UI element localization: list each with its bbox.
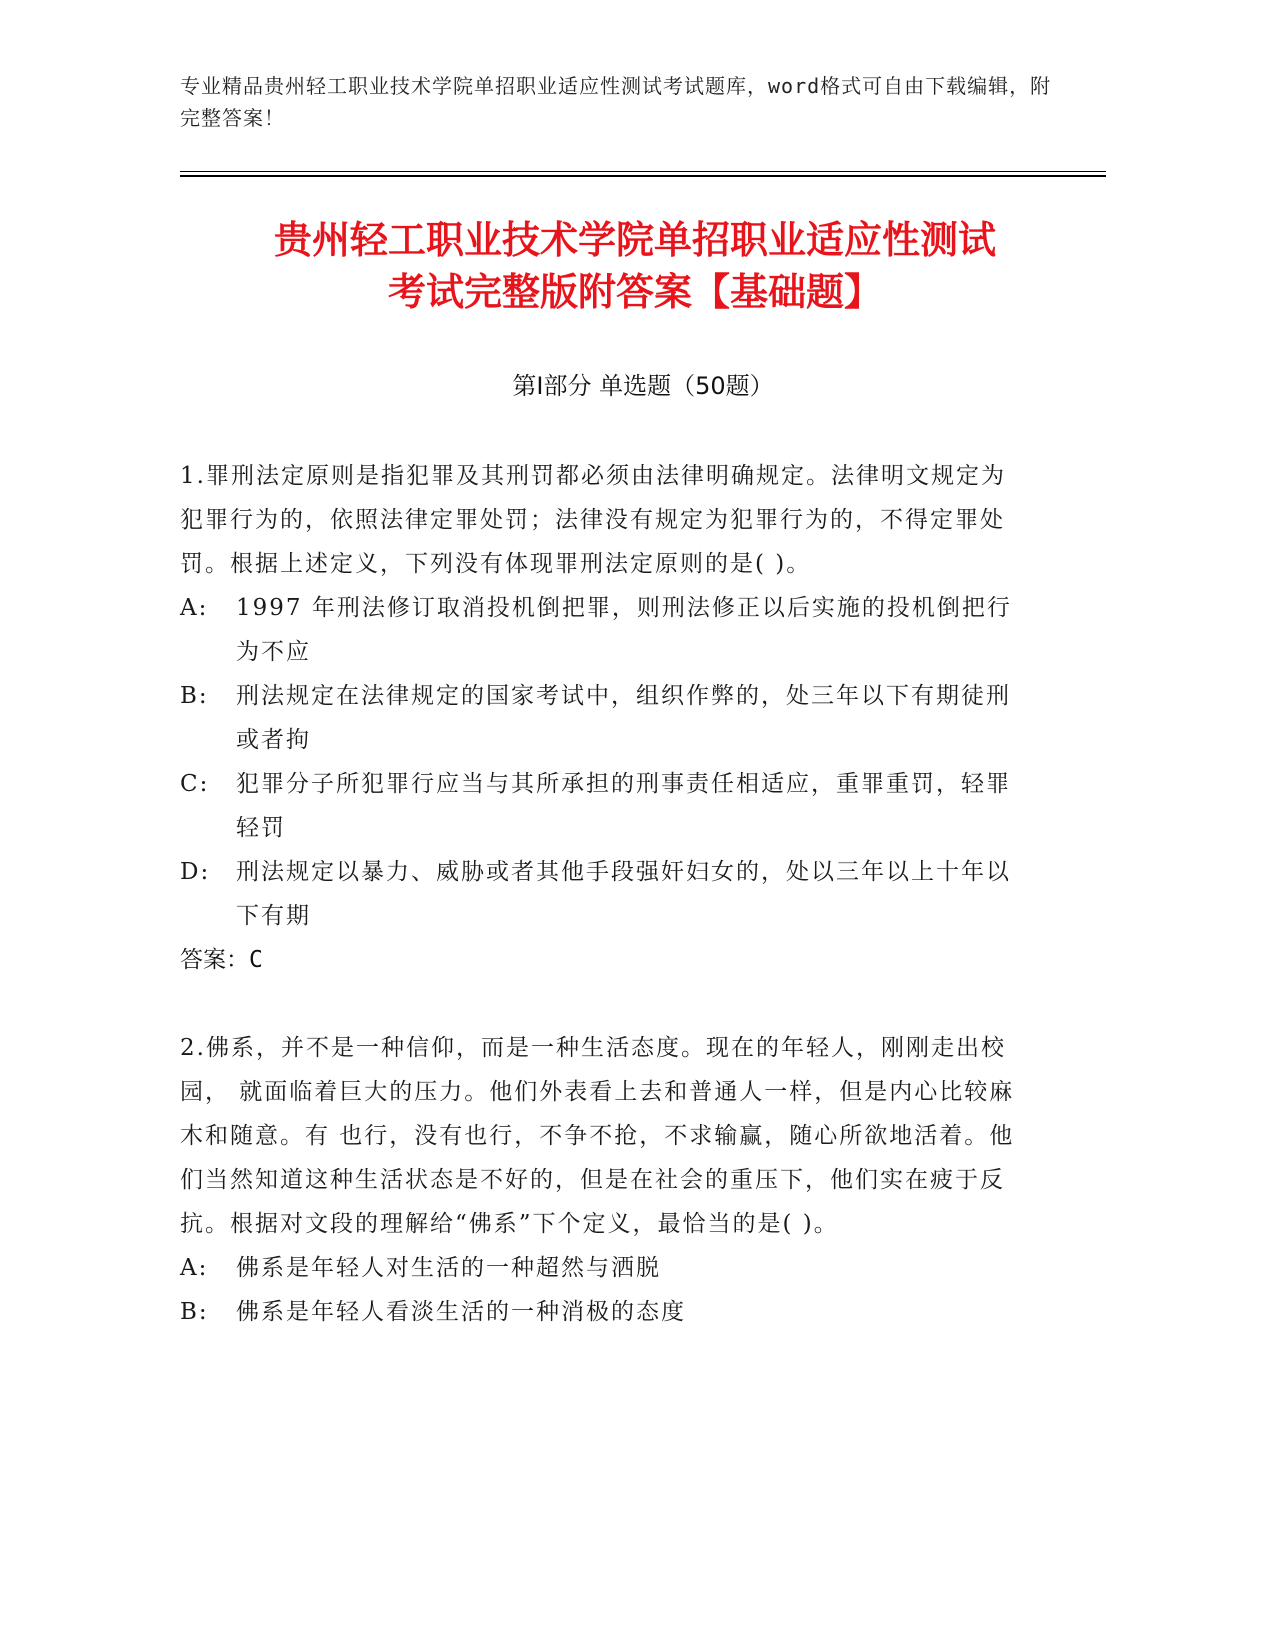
option-key: A: (180, 1255, 209, 1281)
question-stem: 2.佛系，并不是一种信仰，而是一种生活态度。现在的年轻人，刚刚走出校园， 就面临着巨大的压力。他们外表看上去和普通人一样，但是内心比较麻木和随意。有 也行，没有也行，不争不抢，不求输赢，随心所欲地活着。他们当然知道这种生活状态是不好的，但是在社会的重压下，他们实在疲于反抗。根据对文段的理解给“佛系”下个定义，最恰当的是( )。 (180, 1035, 1015, 1237)
document-title-line-1: 贵州轻工职业技术学院单招职业适应性测试 (273, 218, 996, 262)
option-text: 佛系是年轻人看淡生活的一种消极的态度 (236, 1299, 686, 1325)
option-text: 犯罪分子所犯罪行应当与其所承担的刑事责任相适应，重罪重罚，轻罪轻罚 (236, 771, 1011, 841)
document-title-line-2: 考试完整版附答案【基础题】 (387, 270, 882, 314)
option-a (180, 1246, 1030, 1290)
option-text: 1997 年刑法修订取消投机倒把罪，则刑法修正以后实施的投机倒把行为不应 (236, 595, 1012, 665)
header-divider-thin (180, 171, 1106, 172)
option-key: B: (180, 683, 209, 709)
option-text: 佛系是年轻人对生活的一种超然与洒脱 (236, 1255, 661, 1281)
answer (180, 938, 1030, 982)
option-b (180, 1290, 1030, 1334)
option-key: B: (180, 1299, 209, 1325)
question-stem: 1.罪刑法定原则是指犯罪及其刑罚都必须由法律明确规定。法律明文规定为犯罪行为的，依照法律定罪处罚；法律没有规定为犯罪行为的，不得定罪处罚。根据上述定义，下列没有体现罪刑法定原则的是( )。 (180, 463, 1006, 577)
answer-value: C (249, 947, 263, 973)
header-divider-thick (180, 175, 1106, 177)
option-b (180, 674, 1030, 762)
option-d (180, 850, 1030, 938)
option-key: A: (180, 595, 209, 621)
option-text: 刑法规定在法律规定的国家考试中，组织作弊的，处三年以下有期徒刑或者拘 (236, 683, 1011, 753)
question-list (180, 454, 1030, 1378)
option-c (180, 762, 1030, 850)
answer-label: 答案： (180, 947, 249, 973)
document-title (120, 214, 1150, 318)
option-key: C: (180, 771, 210, 797)
header-note: 专业精品贵州轻工职业技术学院单招职业适应性测试考试题库，word格式可自由下载编辑，附完整答案！ (180, 74, 1052, 130)
question-1 (180, 454, 1030, 982)
option-key: D: (180, 859, 211, 885)
option-a (180, 586, 1030, 674)
section-heading: 第Ⅰ部分 单选题（50题） (512, 372, 774, 400)
question-2 (180, 1026, 1030, 1334)
option-text: 刑法规定以暴力、威胁或者其他手段强奸妇女的，处以三年以上十年以下有期 (236, 859, 1011, 929)
